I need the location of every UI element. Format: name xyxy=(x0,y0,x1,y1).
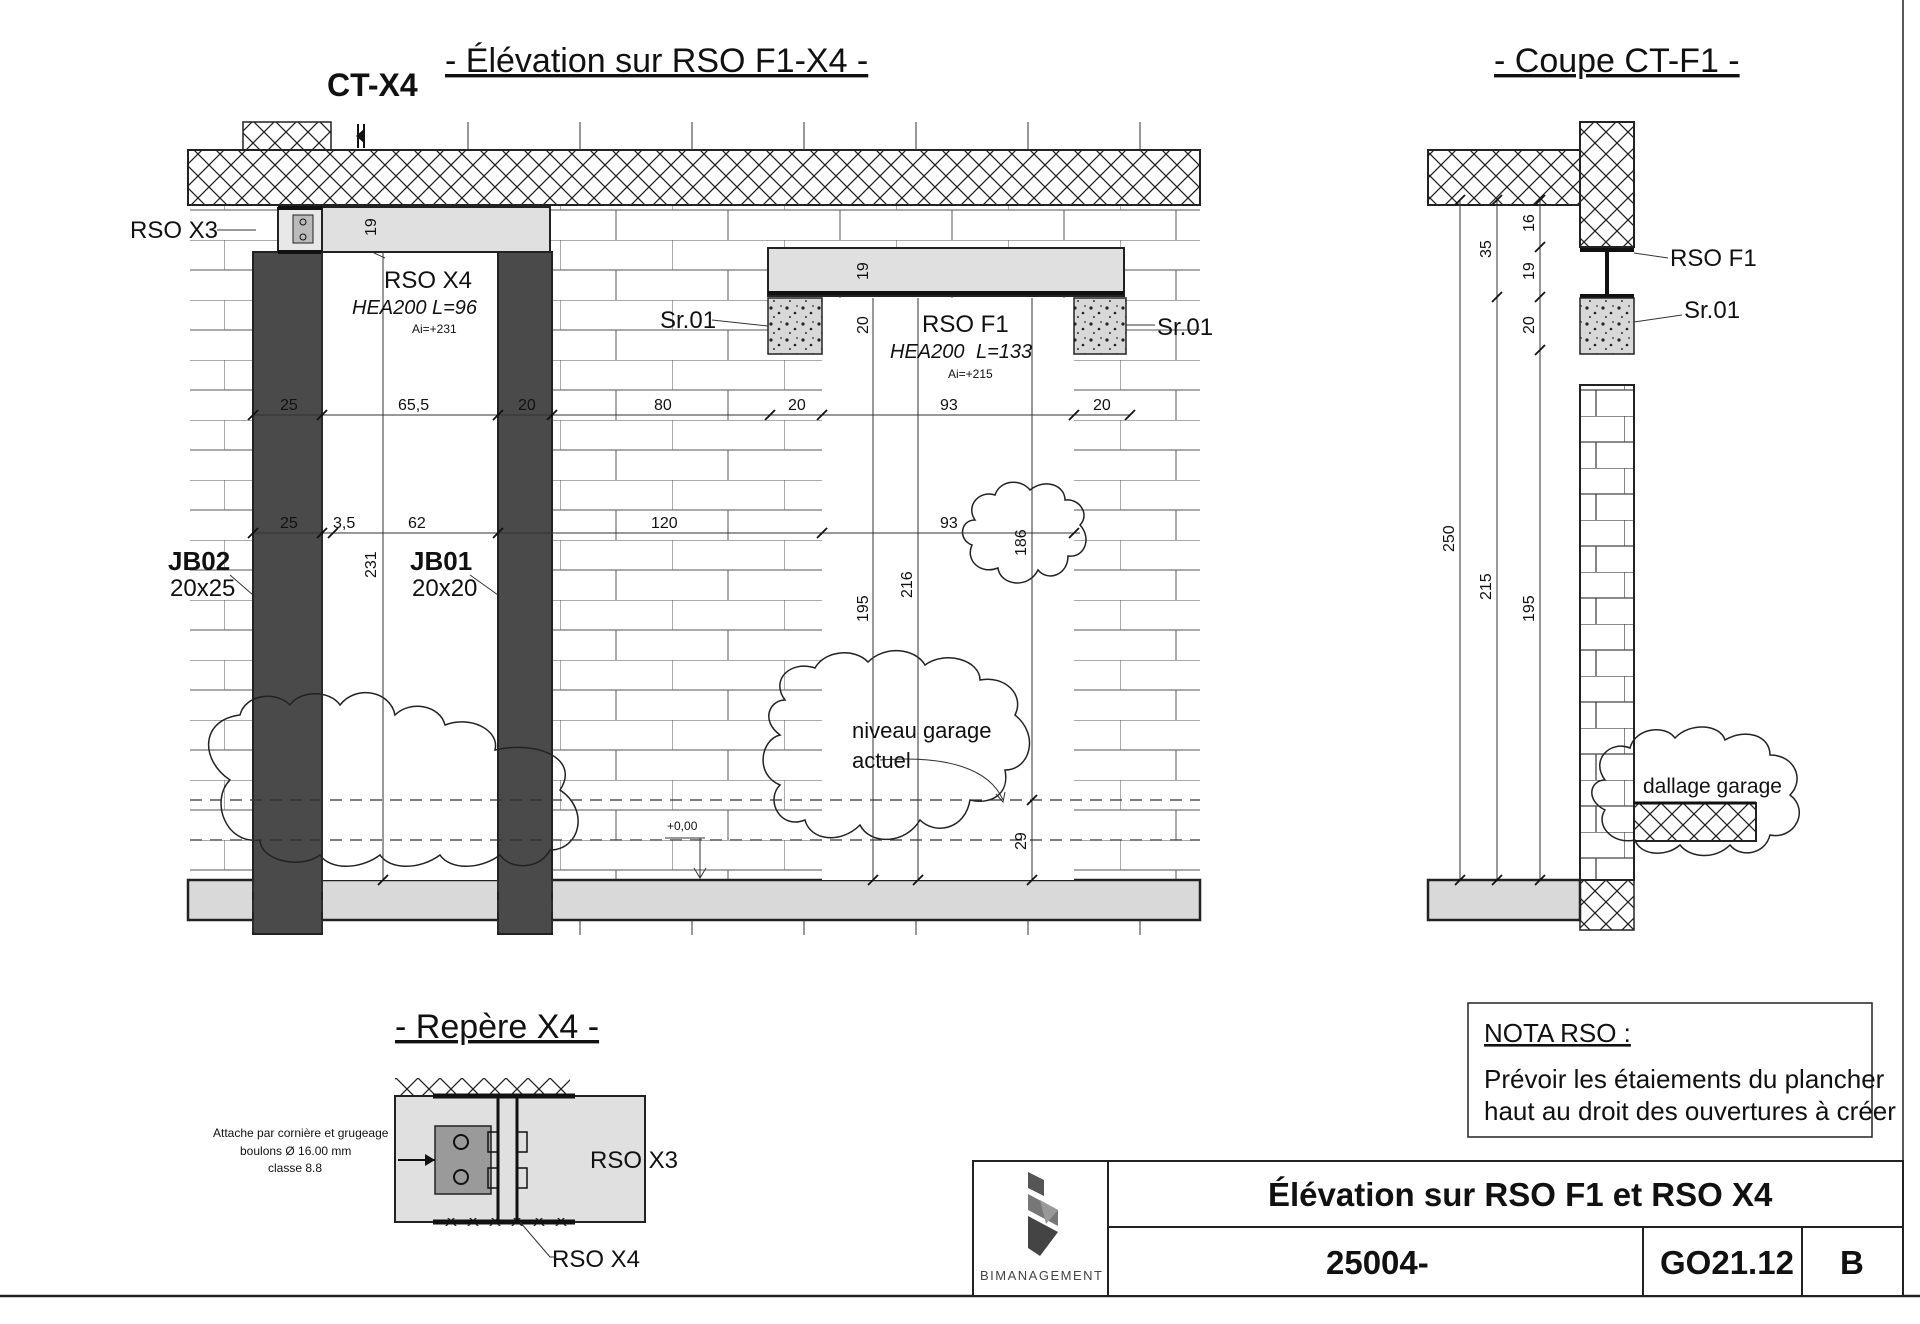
opening-f1 xyxy=(822,298,1074,880)
label-jb02-size: 20x25 xyxy=(170,575,236,602)
title-block xyxy=(0,1161,1920,1296)
column-jb02 xyxy=(253,252,322,934)
section-label-slab: dallage garage xyxy=(1643,775,1782,798)
revision: B xyxy=(1840,1244,1864,1281)
pad-sr01-left xyxy=(768,298,822,354)
column-jb01 xyxy=(498,252,552,934)
section-dim-1: 35 xyxy=(1478,240,1495,258)
dim-r1-6: 20 xyxy=(1093,397,1111,414)
repere-note-2: boulons Ø 16.00 mm xyxy=(240,1144,352,1158)
dim-r2-2: 62 xyxy=(408,515,426,532)
repere-label-x3: RSO X3 xyxy=(590,1147,679,1174)
label-rso-x4-length: L=96 xyxy=(432,297,478,319)
section-wall xyxy=(1580,385,1634,880)
dim-v-2: 20 xyxy=(855,316,872,334)
ground-slab xyxy=(188,880,1200,920)
dim-r2-0: 25 xyxy=(280,515,298,532)
dim-r1-1: 65,5 xyxy=(398,397,430,414)
repere-view xyxy=(213,1008,678,1273)
nota-heading: NOTA RSO : xyxy=(1484,1018,1631,1048)
dim-r2-4: 93 xyxy=(940,515,958,532)
dim-r2-3: 120 xyxy=(651,515,678,532)
company-name: BIMANAGEMENT xyxy=(980,1268,1104,1283)
label-rso-f1-profile: HEA200 xyxy=(890,341,965,363)
label-rso-f1: RSO F1 xyxy=(922,311,1009,338)
nota-box xyxy=(1468,1003,1896,1137)
section-dim-0: 16 xyxy=(1521,214,1538,232)
dim-r2-1: 3,5 xyxy=(333,515,356,532)
dim-v-3: 231 xyxy=(363,551,380,578)
nota-line-2: haut au droit des ouvertures à créer xyxy=(1484,1096,1896,1126)
beam-rso-x4 xyxy=(322,207,550,252)
dim-v-5: 216 xyxy=(899,571,916,598)
dim-r1-2: 20 xyxy=(518,397,536,414)
section-dim-4: 250 xyxy=(1441,525,1458,552)
label-jb01-size: 20x20 xyxy=(412,575,478,602)
label-rso-x4-profile: HEA200 xyxy=(352,297,427,319)
label-rso-x4-level: Ai=+231 xyxy=(412,322,457,336)
section-dim-2: 19 xyxy=(1521,262,1538,280)
repere-note-3: classe 8.8 xyxy=(268,1161,323,1175)
label-rso-x4: RSO X4 xyxy=(384,267,473,294)
elevation-title: - Élévation sur RSO F1-X4 - xyxy=(445,42,869,80)
beam-rso-f1 xyxy=(768,248,1124,296)
label-jb01: JB01 xyxy=(410,546,473,576)
section-title: - Coupe CT-F1 - xyxy=(1494,42,1740,80)
project-number: 25004- xyxy=(1326,1244,1429,1281)
top-slab xyxy=(188,150,1200,205)
label-rso-f1-length: L=133 xyxy=(976,341,1033,363)
label-rso-f1-level: Ai=+215 xyxy=(948,367,993,381)
label-sr01-right: Sr.01 xyxy=(1157,314,1214,341)
section-label-rso-f1: RSO F1 xyxy=(1670,245,1757,272)
section-dim-6: 195 xyxy=(1521,595,1538,622)
nota-line-1: Prévoir les étaiements du plancher xyxy=(1484,1064,1885,1094)
dim-r1-5: 93 xyxy=(940,397,958,414)
dim-v-4: 195 xyxy=(855,595,872,622)
repere-label-x4: RSO X4 xyxy=(552,1246,641,1273)
dim-r1-3: 80 xyxy=(654,397,672,414)
drawing-number: GO21.12 xyxy=(1660,1244,1794,1281)
label-garage-note-1: niveau garage xyxy=(852,718,992,743)
section-mark-ct-x4: CT-X4 xyxy=(327,67,418,103)
repere-note-1: Attache par cornière et grugeage xyxy=(213,1126,389,1140)
label-garage-note-2: actuel xyxy=(852,748,911,773)
section-label-sr01: Sr.01 xyxy=(1684,297,1741,324)
dim-v-7: 29 xyxy=(1013,832,1030,850)
pad-sr01-right xyxy=(1074,298,1126,354)
dim-r1-4: 20 xyxy=(788,397,806,414)
dim-v-1: 19 xyxy=(855,262,872,280)
label-rso-x3: RSO X3 xyxy=(130,217,219,244)
label-sr01-left: Sr.01 xyxy=(660,307,717,334)
dim-r1-0: 25 xyxy=(280,397,298,414)
section-dim-5: 215 xyxy=(1478,573,1495,600)
repere-title: - Repère X4 - xyxy=(395,1008,600,1046)
dim-v-6: 186 xyxy=(1013,529,1030,556)
section-dim-3: 20 xyxy=(1521,316,1538,334)
dim-v-0: 19 xyxy=(363,218,380,236)
elevation-view xyxy=(130,42,1213,935)
section-view xyxy=(1428,42,1799,930)
upper-wall-stub xyxy=(243,122,331,150)
section-pad-sr01 xyxy=(1580,298,1634,354)
drawing-title: Élévation sur RSO F1 et RSO X4 xyxy=(1268,1176,1773,1213)
label-jb02: JB02 xyxy=(168,546,231,576)
label-level-zero: +0,00 xyxy=(667,819,698,833)
